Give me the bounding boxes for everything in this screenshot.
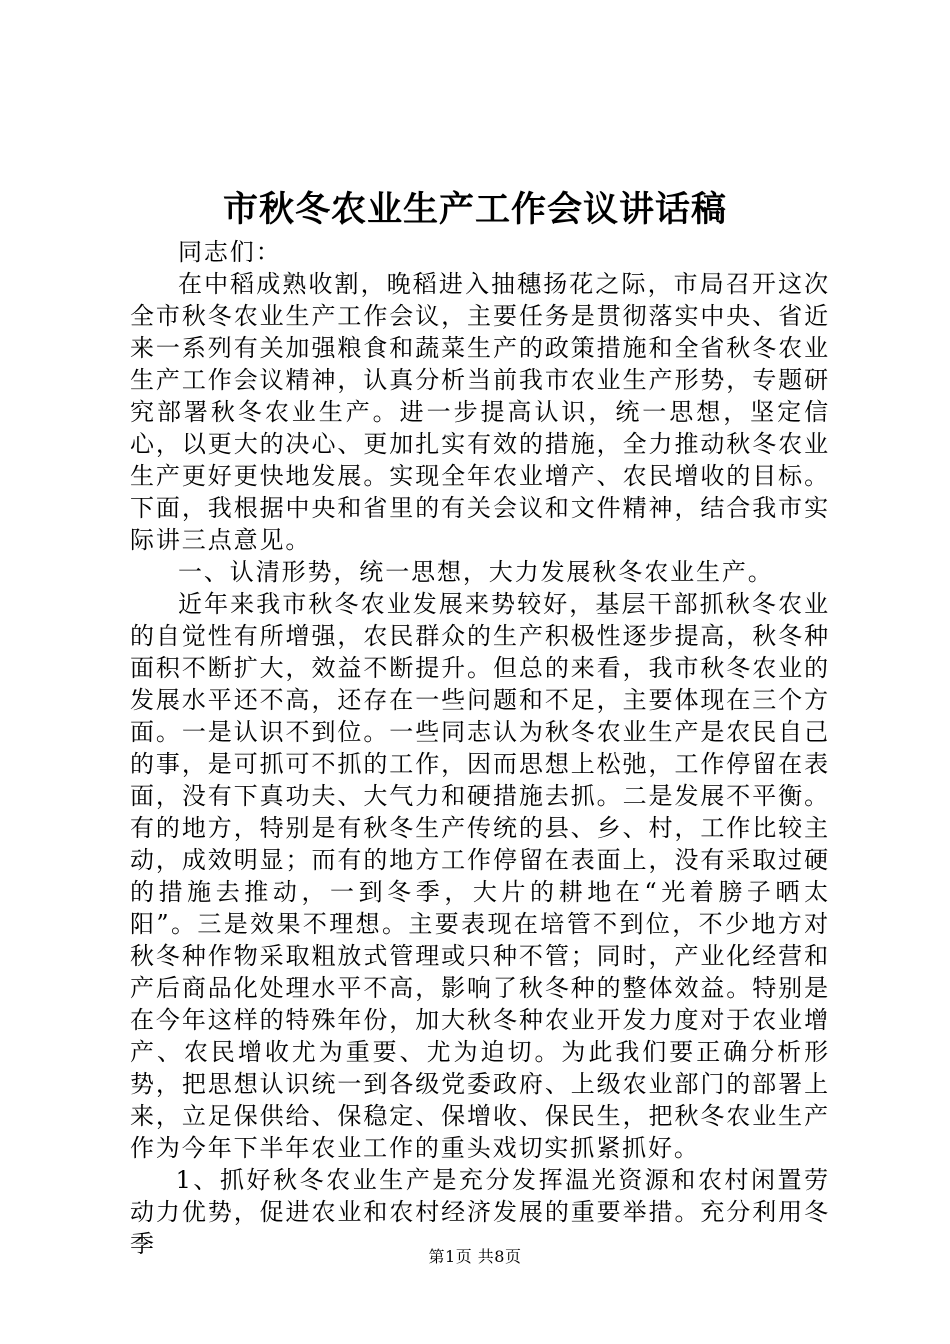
paragraph-intro: 在中稻成熟收割，晚稻进入抽穗扬花之际，市局召开这次全市秋冬农业生产工作会议，主要任务是贯彻落实中央、省近来一系列有关加强粮食和蔬菜生产的政策措施和全省秋冬农业生产工作会议精神，认真分析当前我市农业生产形势，专题研究部署秋冬农业生产。进一步提高认识，统一思想，坚定信心，以更大的决心、更加扎实有效的措施，全力推动秋冬农业生产更好更快地发展。实现全年农业增产、农民增收的目标。下面，我根据中央和省里的有关会议和文件精神，结合我市实际讲三点意见。	[130, 270, 830, 554]
salutation: 同志们：	[178, 238, 282, 266]
page-footer: 第1页 共8页	[428, 1247, 522, 1266]
document-title: 市秋冬农业生产工作会议讲话稿	[222, 189, 727, 230]
paragraph-situation: 近年来我市秋冬农业发展来势较好，基层干部抓秋冬农业的自觉性有所增强，农民群众的生产积极性逐步提高，秋冬种面积不断扩大，效益不断提升。但总的来看，我市秋冬农业的发展水平还不高，还存在一些问题和不足，主要体现在三个方面。一是认识不到位。一些同志认为秋冬农业生产是农民自己的事，是可抓可不抓的工作，因而思想上松弛，工作停留在表面，没有下真功夫、大气力和硬措施去抓。二是发展不平衡。有的地方，特别是有秋冬生产传统的县、乡、村，工作比较主动，成效明显；而有的地方工作停留在表面上，没有采取过硬的措施去推动，一到冬季，大片的耕地在“光着膀子晒太阳”。三是效果不理想。主要表现在培管不到位，不少地方对秋冬种作物采取粗放式管理或只种不管；同时，产业化经营和产后商品化处理水平不高，影响了秋冬种的整体效益。特别是在今年这样的特殊年份，加大秋冬种农业开发力度对于农业增产、农民增收尤为重要、尤为迫切。为此我们要正确分析形势，把思想认识统一到各级党委政府、上级农业部门的部署上来，立足保供给、保稳定、保增收、保民生，把秋冬农业生产作为今年下半年农业工作的重头戏切实抓紧抓好。	[130, 590, 830, 1162]
document-body	[130, 236, 830, 1260]
paragraph-point-1: 1、抓好秋冬农业生产是充分发挥温光资源和农村闲置劳动力优势，促进农业和农村经济发展的重要举措。充分利用冬季	[130, 1166, 830, 1258]
section-heading-1: 一、认清形势，统一思想，大力发展秋冬农业生产。	[178, 558, 774, 586]
